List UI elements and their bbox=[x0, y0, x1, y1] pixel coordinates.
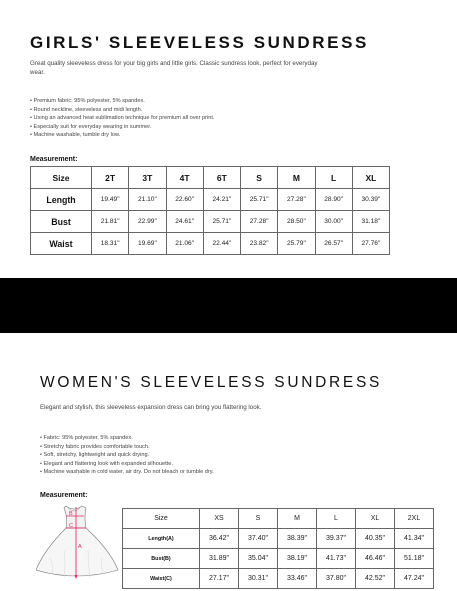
table-header-row bbox=[31, 167, 390, 189]
table-cell: 25.71" bbox=[203, 211, 240, 233]
table-cell: 19.69" bbox=[129, 233, 166, 255]
table-row bbox=[123, 549, 434, 569]
table-cell: 26.57" bbox=[315, 233, 352, 255]
table-cell: 18.31" bbox=[92, 233, 129, 255]
table-row bbox=[123, 569, 434, 589]
table-cell: 41.73" bbox=[317, 549, 356, 569]
women-title: WOMEN'S SLEEVELESS SUNDRESS bbox=[40, 374, 383, 391]
table-cell: 25.79" bbox=[278, 233, 315, 255]
list-item: • Round neckline, sleeveless and midi length. bbox=[30, 106, 214, 115]
girls-features-list bbox=[30, 97, 214, 140]
table-cell: 36.42" bbox=[200, 529, 239, 549]
row-label: Length bbox=[31, 189, 92, 211]
list-item: • Soft, stretchy, lightweight and quick drying. bbox=[40, 451, 214, 460]
list-item: • Premium fabric: 95% polyester, 5% spandex. bbox=[30, 97, 214, 106]
table-row bbox=[31, 189, 390, 211]
row-label: Waist bbox=[31, 233, 92, 255]
row-label: Length(A) bbox=[123, 529, 200, 549]
table-cell: 27.17" bbox=[200, 569, 239, 589]
dress-diagram bbox=[36, 502, 120, 582]
list-item: • Machine washable in cold water, air dry. Do not bleach or tumble dry. bbox=[40, 468, 214, 477]
list-item: • Stretchy fabric provides comfortable touch. bbox=[40, 443, 214, 452]
section-divider-band bbox=[0, 278, 457, 333]
table-header-cell: 4T bbox=[166, 167, 203, 189]
table-header-cell: XL bbox=[352, 167, 389, 189]
list-item: • Fabric: 95% polyester, 5% spandex. bbox=[40, 434, 214, 443]
table-cell: 30.00" bbox=[315, 211, 352, 233]
table-cell: 46.46" bbox=[356, 549, 395, 569]
list-item: • Machine washable, tumble dry low. bbox=[30, 131, 214, 140]
table-cell: 37.80" bbox=[317, 569, 356, 589]
row-label: Bust bbox=[31, 211, 92, 233]
table-cell: 27.28" bbox=[278, 189, 315, 211]
table-row bbox=[31, 233, 390, 255]
table-cell: 19.49" bbox=[92, 189, 129, 211]
table-header-cell: S bbox=[241, 167, 278, 189]
table-cell: 39.37" bbox=[317, 529, 356, 549]
table-cell: 27.28" bbox=[241, 211, 278, 233]
table-cell: 22.44" bbox=[203, 233, 240, 255]
table-header-cell: 2XL bbox=[395, 509, 434, 529]
table-header-cell: Size bbox=[31, 167, 92, 189]
table-cell: 40.35" bbox=[356, 529, 395, 549]
table-cell: 25.71" bbox=[241, 189, 278, 211]
women-description: Elegant and stylish, this sleeveless expansion dress can bring you flattering look. bbox=[40, 404, 262, 411]
diagram-label-a: A bbox=[78, 544, 82, 550]
girls-description: Great quality sleeveless dress for your big girls and little girls. Classic sundress look, perfect for everyday wear. bbox=[30, 60, 318, 76]
table-cell: 28.90" bbox=[315, 189, 352, 211]
row-label: Bust(B) bbox=[123, 549, 200, 569]
table-cell: 47.24" bbox=[395, 569, 434, 589]
table-cell: 38.39" bbox=[278, 529, 317, 549]
table-cell: 33.46" bbox=[278, 569, 317, 589]
table-cell: 22.60" bbox=[166, 189, 203, 211]
table-header-cell: L bbox=[315, 167, 352, 189]
table-header-cell: Size bbox=[123, 509, 200, 529]
table-cell: 42.52" bbox=[356, 569, 395, 589]
table-row bbox=[123, 529, 434, 549]
diagram-label-c: C bbox=[69, 523, 73, 529]
table-cell: 28.50" bbox=[278, 211, 315, 233]
table-cell: 21.06" bbox=[166, 233, 203, 255]
table-header-cell: M bbox=[278, 509, 317, 529]
table-cell: 27.76" bbox=[352, 233, 389, 255]
table-header-cell: XL bbox=[356, 509, 395, 529]
women-size-table bbox=[122, 508, 434, 589]
table-row bbox=[31, 211, 390, 233]
table-cell: 22.99" bbox=[129, 211, 166, 233]
table-header-cell: XS bbox=[200, 509, 239, 529]
girls-measurement-label: Measurement: bbox=[30, 156, 78, 163]
table-cell: 30.39" bbox=[352, 189, 389, 211]
table-cell: 31.89" bbox=[200, 549, 239, 569]
table-cell: 24.61" bbox=[166, 211, 203, 233]
table-cell: 24.21" bbox=[203, 189, 240, 211]
list-item: • Especially suit for everyday wearing in summer. bbox=[30, 123, 214, 132]
table-cell: 30.31" bbox=[239, 569, 278, 589]
table-header-cell: L bbox=[317, 509, 356, 529]
table-cell: 35.04" bbox=[239, 549, 278, 569]
table-header-cell: 3T bbox=[129, 167, 166, 189]
table-cell: 21.10" bbox=[129, 189, 166, 211]
table-cell: 37.40" bbox=[239, 529, 278, 549]
table-cell: 51.18" bbox=[395, 549, 434, 569]
table-header-cell: 2T bbox=[92, 167, 129, 189]
table-cell: 41.34" bbox=[395, 529, 434, 549]
table-cell: 31.18" bbox=[352, 211, 389, 233]
list-item: • Using an advanced heat sublimation technique for premium all over print. bbox=[30, 114, 214, 123]
list-item: • Elegant and flattering look with expanded silhouette. bbox=[40, 460, 214, 469]
women-measurement-label: Measurement: bbox=[40, 492, 88, 499]
table-cell: 23.82" bbox=[241, 233, 278, 255]
table-cell: 38.19" bbox=[278, 549, 317, 569]
table-header-cell: 6T bbox=[203, 167, 240, 189]
table-header-row bbox=[123, 509, 434, 529]
girls-title: GIRLS' SLEEVELESS SUNDRESS bbox=[30, 33, 369, 52]
row-label: Waist(C) bbox=[123, 569, 200, 589]
table-header-cell: S bbox=[239, 509, 278, 529]
women-features-list bbox=[40, 434, 214, 477]
table-cell: 21.81" bbox=[92, 211, 129, 233]
table-header-cell: M bbox=[278, 167, 315, 189]
diagram-label-b: B bbox=[69, 511, 73, 517]
girls-size-table bbox=[30, 166, 390, 255]
